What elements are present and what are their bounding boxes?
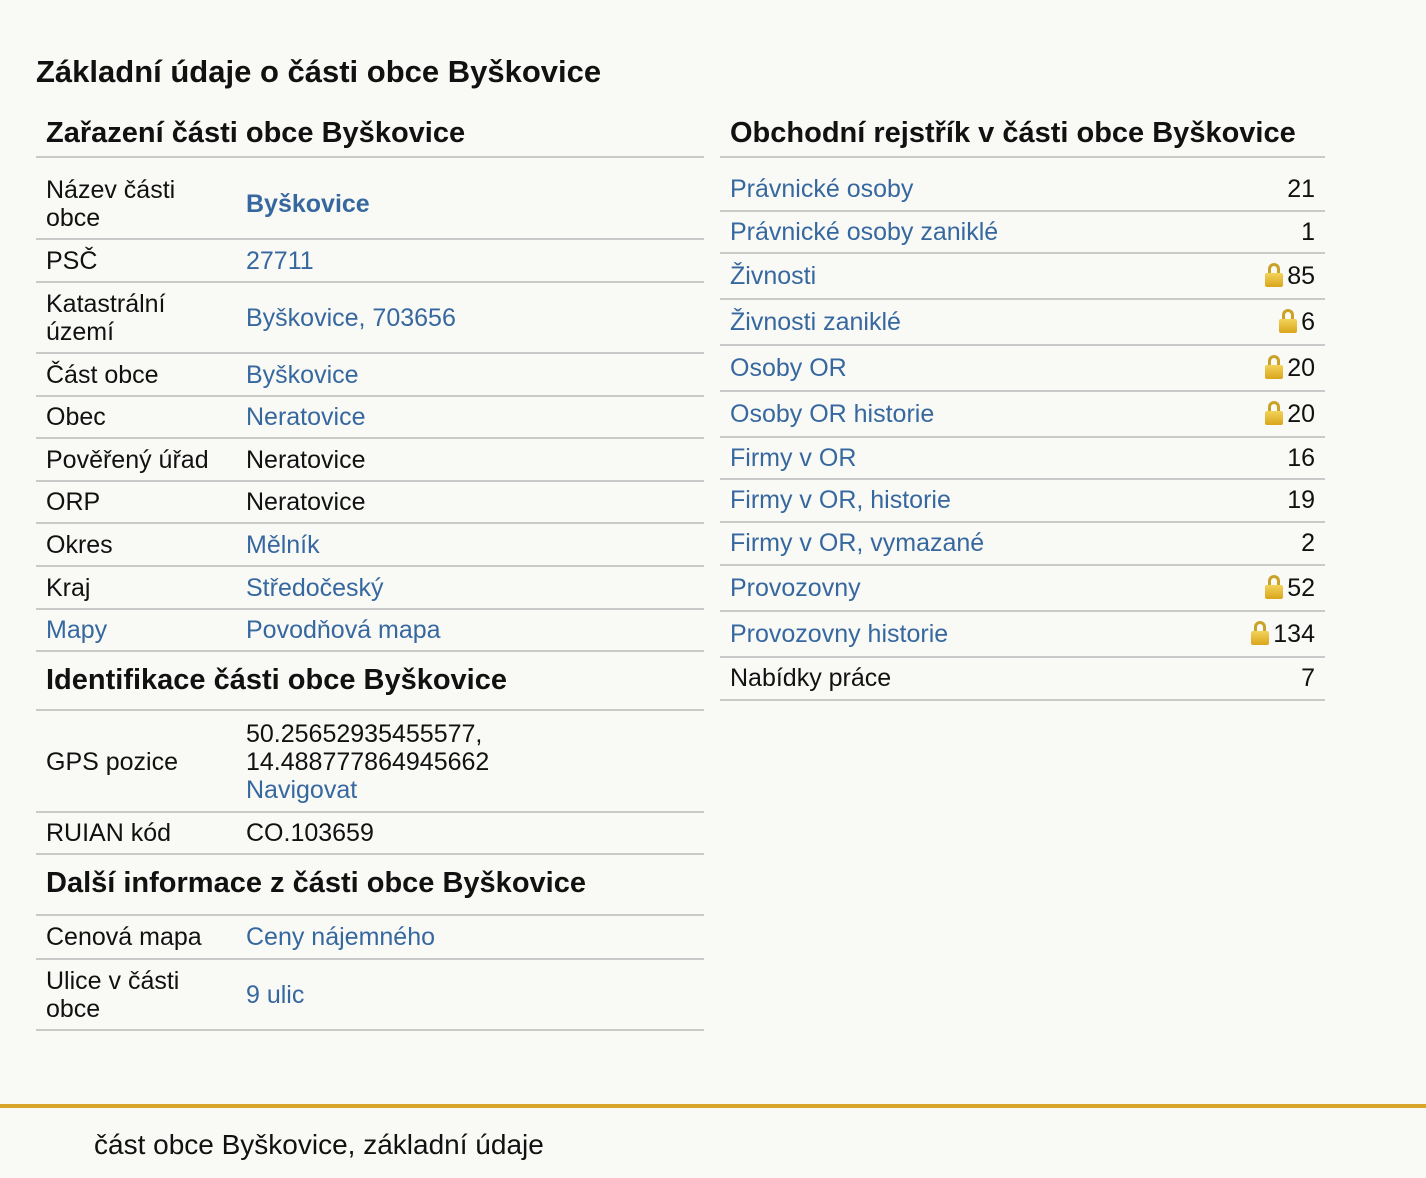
- identifikace-heading: Identifikace části obce Byškovice: [36, 652, 704, 711]
- table-row: [36, 282, 704, 353]
- identifikace-table: [36, 713, 704, 855]
- register-link-firms-or-deleted[interactable]: Firmy v OR, vymazané: [730, 529, 985, 557]
- table-row: [36, 609, 704, 651]
- gps-latitude: 50.25652935455577,: [246, 720, 483, 748]
- row-value: Neratovice: [236, 481, 704, 523]
- table-row: [720, 565, 1325, 611]
- table-row: [36, 396, 704, 438]
- zarazeni-section-header: [36, 110, 704, 169]
- gps-longitude: 14.488777864945662: [246, 748, 490, 776]
- psc-link[interactable]: 27711: [246, 246, 314, 275]
- dalsi-section-header: [36, 855, 704, 916]
- lock-icon[interactable]: [1265, 401, 1283, 425]
- rent-prices-link[interactable]: Ceny nájemného: [246, 923, 436, 951]
- table-row: [720, 345, 1325, 391]
- table-row: [36, 523, 704, 566]
- municipality-link[interactable]: Neratovice: [246, 403, 366, 431]
- lock-icon[interactable]: [1279, 309, 1297, 333]
- rejstrik-section-header: [720, 110, 1325, 169]
- register-count: 19: [1189, 479, 1325, 522]
- register-link-firms-or[interactable]: Firmy v OR: [730, 443, 857, 472]
- table-row: [36, 566, 704, 609]
- table-row: [36, 239, 704, 282]
- ruian-value: CO.103659: [236, 812, 704, 854]
- row-key: Název části obce: [36, 169, 236, 239]
- table-row: [720, 479, 1325, 522]
- row-key: Část obce: [36, 353, 236, 396]
- zarazeni-heading: Zařazení části obce Byškovice: [36, 110, 704, 158]
- rejstrik-table: [720, 169, 1325, 701]
- row-key: Ulice v části obce: [36, 959, 236, 1030]
- dalsi-heading: Další informace z části obce Byškovice: [36, 855, 704, 916]
- register-count: 2: [1189, 522, 1325, 565]
- table-row: [720, 611, 1325, 657]
- row-key: Katastrální území: [36, 282, 236, 353]
- flood-map-link[interactable]: Povodňová mapa: [246, 616, 441, 644]
- register-count: 7: [1189, 657, 1325, 700]
- region-link[interactable]: Středočeský: [246, 573, 384, 602]
- cadastral-link[interactable]: Byškovice, 703656: [246, 303, 456, 332]
- register-count: 16: [1189, 437, 1325, 479]
- register-label-jobs: Nabídky práce: [720, 657, 1189, 700]
- lock-icon[interactable]: [1265, 355, 1283, 379]
- table-row: [720, 299, 1325, 345]
- row-value: Neratovice: [236, 438, 704, 481]
- ruian-label: RUIAN kód: [36, 812, 236, 854]
- maps-link[interactable]: Mapy: [46, 616, 108, 644]
- part-name-link[interactable]: Byškovice: [246, 189, 370, 218]
- table-row: [36, 959, 704, 1030]
- lock-icon[interactable]: [1265, 575, 1283, 599]
- table-row: [720, 169, 1325, 211]
- row-key: Pověřený úřad: [36, 438, 236, 481]
- table-row: [720, 522, 1325, 565]
- lock-icon[interactable]: [1251, 621, 1269, 645]
- register-count: 52: [1287, 573, 1315, 602]
- navigate-link[interactable]: Navigovat: [246, 776, 358, 804]
- rejstrik-heading: Obchodní rejstřík v části obce Byškovice: [720, 110, 1325, 158]
- row-key: Okres: [36, 523, 236, 566]
- footer-caption: část obce Byškovice, základní údaje: [94, 1129, 544, 1160]
- table-row: [720, 211, 1325, 253]
- table-row: [720, 391, 1325, 437]
- table-row: [36, 713, 704, 812]
- page-title: Základní údaje o části obce Byškovice: [36, 54, 602, 89]
- register-count: 20: [1287, 399, 1315, 428]
- table-row: [36, 169, 704, 239]
- table-row: [36, 916, 704, 959]
- table-row: [36, 812, 704, 854]
- part-link[interactable]: Byškovice: [246, 360, 359, 389]
- table-row: [36, 353, 704, 396]
- register-link-legal-entities-closed[interactable]: Právnické osoby zaniklé: [730, 217, 999, 246]
- district-link[interactable]: Mělník: [246, 530, 320, 559]
- register-link-premises[interactable]: Provozovny: [730, 573, 861, 602]
- register-link-firms-or-history[interactable]: Firmy v OR, historie: [730, 486, 951, 514]
- register-link-premises-history[interactable]: Provozovny historie: [730, 619, 949, 648]
- table-row: [720, 253, 1325, 299]
- register-link-persons-or-history[interactable]: Osoby OR historie: [730, 399, 935, 428]
- row-key: PSČ: [36, 239, 236, 282]
- footer-divider: [0, 1104, 1426, 1108]
- row-key: Kraj: [36, 566, 236, 609]
- register-link-trades[interactable]: Živnosti: [730, 261, 817, 290]
- register-count: 20: [1287, 353, 1315, 382]
- right-column: [720, 110, 1325, 701]
- table-row: [720, 437, 1325, 479]
- register-link-legal-entities[interactable]: Právnické osoby: [730, 175, 914, 203]
- lock-icon[interactable]: [1265, 263, 1283, 287]
- register-count: 1: [1189, 211, 1325, 253]
- register-link-trades-closed[interactable]: Živnosti zaniklé: [730, 307, 901, 336]
- row-key: Cenová mapa: [36, 916, 236, 959]
- dalsi-table: [36, 916, 704, 1031]
- table-row: [720, 657, 1325, 700]
- register-count: 85: [1287, 261, 1315, 290]
- register-count: 134: [1273, 619, 1315, 648]
- gps-label: GPS pozice: [36, 713, 236, 812]
- register-count: 6: [1301, 307, 1315, 336]
- register-count: 21: [1189, 169, 1325, 211]
- row-key: Obec: [36, 396, 236, 438]
- table-row: [36, 481, 704, 523]
- zarazeni-table: [36, 169, 704, 652]
- register-link-persons-or[interactable]: Osoby OR: [730, 353, 847, 382]
- streets-link[interactable]: 9 ulic: [246, 980, 305, 1009]
- identifikace-section-header: [36, 652, 704, 713]
- left-column: [36, 110, 704, 1031]
- row-key: ORP: [36, 481, 236, 523]
- table-row: [36, 438, 704, 481]
